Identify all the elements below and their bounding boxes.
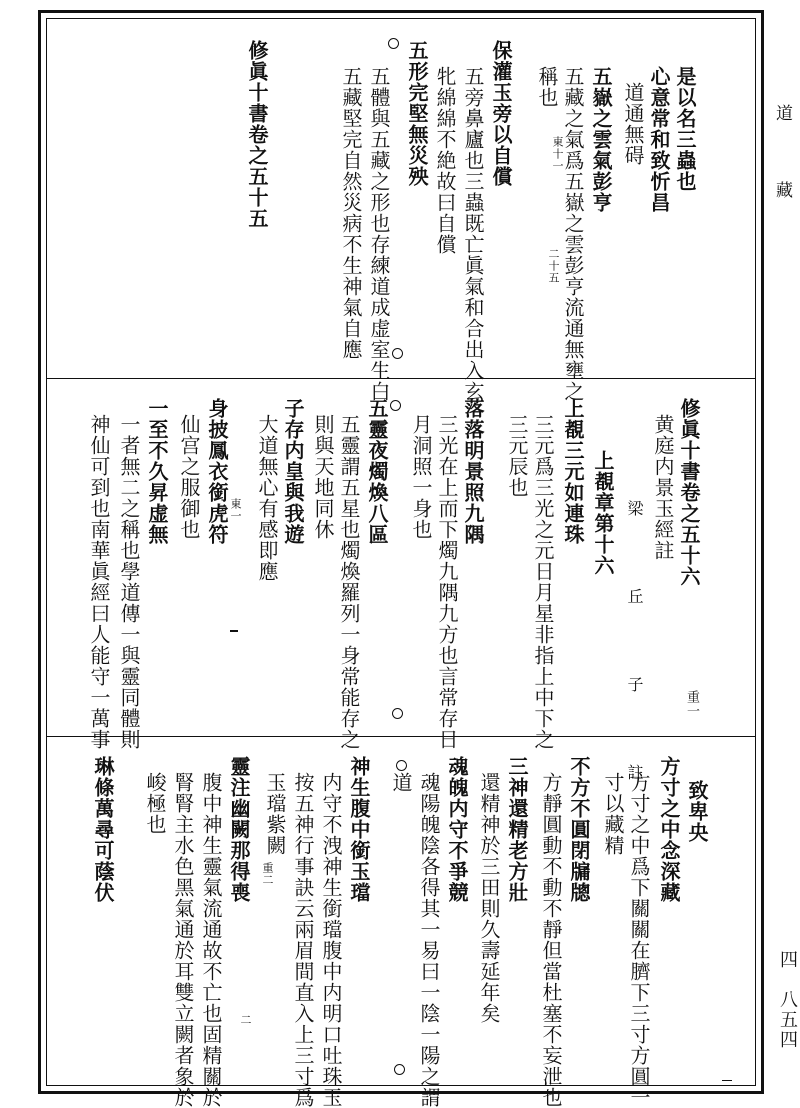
text-column: 三光在上而下燭九隅九方也言常存日 <box>435 414 459 750</box>
page-mark: 二十五 <box>547 248 560 284</box>
text-column: 三元辰也 <box>505 414 529 498</box>
page-number: 八五四 <box>777 990 798 1050</box>
text-column: 腹中神生靈氣流通故不亡也固精關於 <box>199 772 223 1108</box>
text-column: 按五神行事訣云兩眉間直入上三寸爲 <box>291 772 315 1108</box>
dash-mark <box>722 1080 732 1081</box>
circle-mark <box>392 348 403 359</box>
text-column: 腎腎主水色黑氣通於耳雙立闕者象於 <box>171 772 195 1108</box>
page-mark: 重一 <box>684 690 699 718</box>
text-column: 五藏之氣爲五嶽之雲彭亨流通無壅之 <box>561 66 585 402</box>
text-column: 魂陽魄陰各得其一易曰一陰一陽之謂 <box>417 772 441 1108</box>
text-column: 五體與五藏之形也存練道成虚室生白 <box>367 66 391 402</box>
chapter-end-title: 修眞十書卷之五十五 <box>245 40 269 229</box>
text-column: 方靜圓動不動不靜但當杜塞不妄泄也 <box>539 772 563 1108</box>
circle-mark <box>394 1064 405 1075</box>
text-column: 落落明景照九隅 <box>461 398 485 545</box>
text-column: 道通無碍 <box>621 82 645 166</box>
text-column: 靈注幽闕那得喪 <box>227 756 251 903</box>
text-column: 三神還精老方壯 <box>505 756 529 903</box>
text-column: 不方不圓閉牖牕 <box>567 756 591 903</box>
text-column: 牝綿綿不絶故曰自償 <box>433 66 457 255</box>
text-column: 道 <box>389 772 413 793</box>
text-column: 神仙可到也南華眞經曰人能守一萬事 <box>87 414 111 750</box>
circle-mark <box>390 400 401 411</box>
text-column: 五嶽之雲氣彭亨 <box>589 66 613 213</box>
circle-mark <box>392 708 403 719</box>
text-column: 内守不洩神生銜璫腹中内明口吐珠玉 <box>319 772 343 1108</box>
page-mark: 東十一 <box>551 136 564 172</box>
page-mark: 東一 <box>229 498 242 522</box>
text-column: 致卑央 <box>685 780 709 843</box>
text-column: 則與天地同休 <box>311 414 335 540</box>
book-title: 黄庭内景玉經註 <box>651 414 675 561</box>
text-column: 一至不久昇虚無 <box>145 398 169 545</box>
text-column: 五旁鼻廬也三蟲既亡眞氣和合出入玄 <box>461 66 485 402</box>
text-column: 五靈夜燭煥八區 <box>365 398 389 545</box>
text-column: 仙宫之服御也 <box>177 414 201 540</box>
text-column: 玉璫紫闕 <box>263 772 287 856</box>
text-column: 方寸之中爲下關關在臍下三寸方圓一 <box>627 772 651 1108</box>
circle-mark <box>388 38 399 49</box>
section-divider-2 <box>46 736 756 737</box>
margin-title: 道 藏 <box>772 104 792 218</box>
text-column: 稱也 <box>535 66 559 108</box>
text-column: 五形完堅無災殃 <box>405 40 429 187</box>
text-column: 子存内皇與我遊 <box>281 398 305 545</box>
text-column: 還精神於三田則久壽延年矣 <box>477 772 501 1024</box>
text-column: 琳條萬尋可蔭伏 <box>91 756 115 903</box>
chapter-title: 修眞十書卷之五十六 <box>677 398 701 587</box>
text-column: 大道無心有感即應 <box>255 414 279 582</box>
text-column: 五藏堅完自然災病不生神氣自應 <box>339 66 363 360</box>
text-column: 三元爲三光之元日月星非指上中下之 <box>531 414 555 750</box>
text-column: 峻極也 <box>143 772 167 835</box>
text-column: 上覩三元如連珠 <box>561 398 585 545</box>
text-column: 是以名三蟲也 <box>673 66 697 192</box>
text-column: 身披鳳衣銜虎符 <box>205 398 229 545</box>
section-heading: 上覩章第十六 <box>591 450 615 576</box>
page-mark: 二 <box>239 1014 252 1026</box>
page-mark: 重二 <box>261 862 274 886</box>
text-column: 寸以藏精 <box>601 772 625 856</box>
margin-volume: 四 <box>777 950 798 968</box>
text-column: 魂魄内守不爭競 <box>445 756 469 903</box>
section-divider-1 <box>46 378 756 379</box>
text-column: 月洞照一身也 <box>409 414 433 540</box>
dash-mark <box>230 630 238 632</box>
text-column: 五靈謂五星也燭煥羅列一身常能存之 <box>337 414 361 750</box>
text-column: 方寸之中念深藏 <box>657 756 681 903</box>
text-column: 一者無二之稱也學道傳一與靈同體則 <box>117 414 141 750</box>
circle-mark <box>396 760 407 771</box>
text-column: 心意常和致忻昌 <box>647 66 671 213</box>
text-column: 保灌玉旁以自償 <box>489 40 513 187</box>
text-column: 神生腹中銜玉璫 <box>347 756 371 903</box>
annotator: 梁 丘 子 註 <box>625 500 644 808</box>
